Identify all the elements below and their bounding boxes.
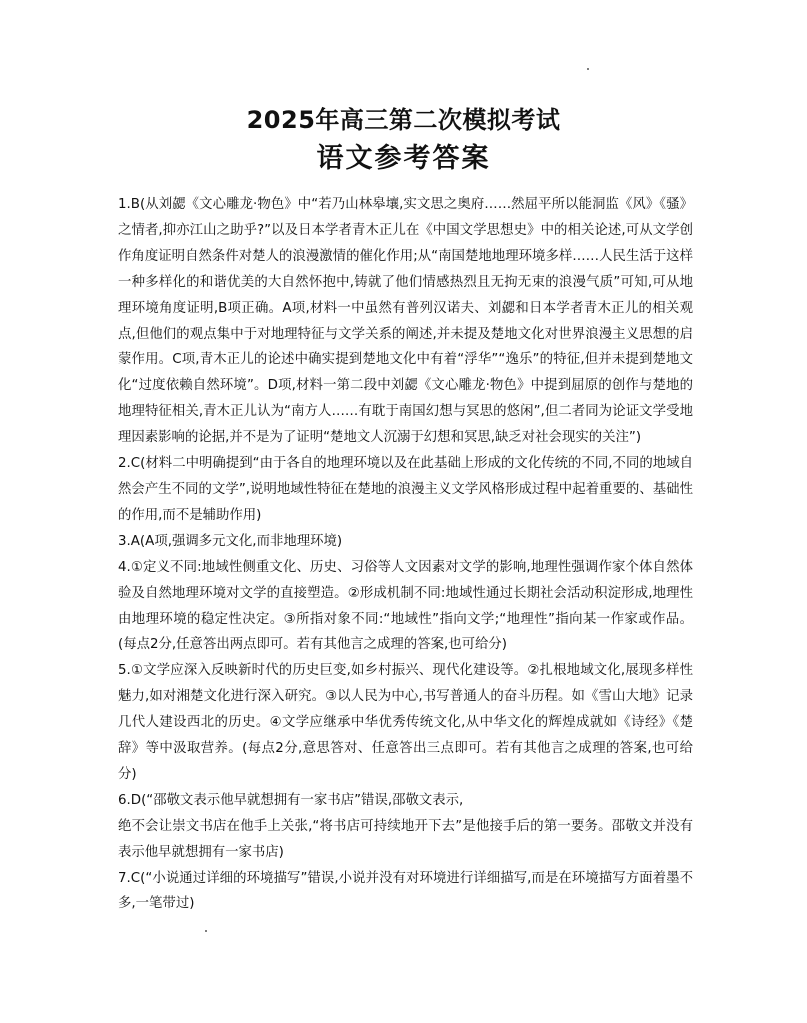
scan-speck [587, 68, 589, 70]
answer-q5: 5.①文学应深入反映新时代的历史巨变,如乡村振兴、现代化建设等。②扎根地域文化,展现多样性魅力,如对湘楚文化进行深入研究。③以人民为中心,书写普通人的奋斗历程。如《雪山大地》记录几代人建设西北的历史。④文学应继承中华优秀传统文化,从中华文化的辉煌成就如《诗经》《楚辞》等中汲取营养。(每点2分,意思答对、任意答出三点即可。若有其他言之成理的答案,也可给分) [118, 663, 693, 782]
scan-speck [205, 930, 207, 932]
answer-q6-line2: 绝不会让崇文书店在他手上关张,“将书店可持续地开下去”是他接手后的第一要务。邵敬文并没有表示他早就想拥有一家书店) [118, 818, 693, 860]
subject-title: 语文参考答案 [316, 143, 491, 174]
answer-list [118, 192, 693, 917]
answer-q6-line1: 6.D(“邵敬文表示他早就想拥有一家书店”错误,邵敬文表示, [118, 792, 464, 808]
answer-q7: 7.C(“小说通过详细的环境描写”错误,小说并没有对环境进行详细描写,而是在环境描写方面着墨不多,一笔带过) [118, 870, 693, 912]
answer-q1: 1.B(从刘勰《文心雕龙·物色》中“若乃山林皋壤,实文思之奥府……然屈平所以能洞监《风》《骚》之情者,抑亦江山之助乎?”以及日本学者青木正儿在《中国文学思想史》中的相关论述,可从文学创作角度证明自然条件对楚人的浪漫激情的催化作用;从“南国楚地地理环境多样……人民生活于这样一种多样化的和谐优美的大自然怀抱中,铸就了他们情感热烈且无拘无束的浪漫气质”可知,可从地理环境角度证明,B项正确。A项,材料一中虽然有普列汉诺夫、刘勰和日本学者青木正儿的相关观点,但他们的观点集中于对地理特征与文学关系的阐述,并未提及楚地文化对世界浪漫主义思想的启蒙作用。C项,青木正儿的论述中确实提到楚地文化中有着“浮华”“逸乐”的特征,但并未提到楚地文化“过度依赖自然环境”。D项,材料一第二段中刘勰《文心雕龙·物色》中提到屈原的创作与楚地的地理特征相关,青木正儿认为“南方人……有耽于南国幻想与冥思的悠闲”,但二者同为论证文学受地理因素影响的论据,并不是为了证明“楚地文人沉溺于幻想和冥思,缺乏对社会现实的关注”) [118, 197, 693, 446]
answer-q4: 4.①定义不同:地域性侧重文化、历史、习俗等人文因素对文学的影响,地理性强调作家个体自然体验及自然地理环境对文学的直接塑造。②形成机制不同:地域性通过长期社会活动积淀形成,地理性由地理环境的稳定性决定。③所指对象不同:“地域性”指向文学;“地理性”指向某一作家或作品。(每点2分,任意答出两点即可。若有其他言之成理的答案,也可给分) [118, 559, 693, 653]
exam-title: 2025年高三第二次模拟考试 [246, 106, 561, 134]
answer-q2: 2.C(材料二中明确提到“由于各自的地理环境以及在此基础上形成的文化传统的不同,不同的地域自然会产生不同的文学”,说明地域性特征在楚地的浪漫主义文学风格形成过程中起着重要的、基础性的作用,而不是辅助作用) [118, 456, 693, 523]
answer-q3: 3.A(A项,强调多元文化,而非地理环境) [118, 533, 343, 549]
